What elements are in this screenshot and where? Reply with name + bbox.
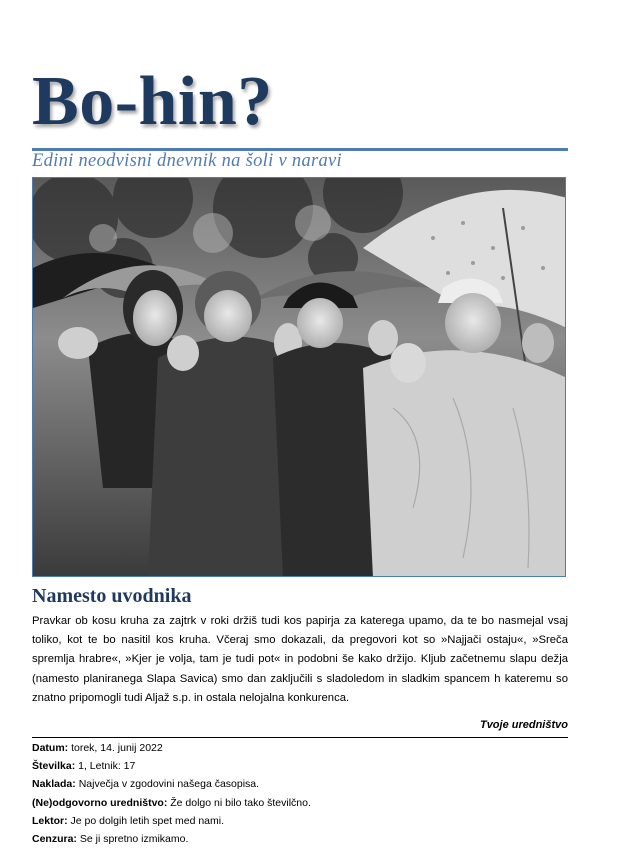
colophon-divider (32, 737, 568, 738)
colophon (32, 739, 311, 848)
colophon-row-circulation: Naklada: Največja v zgodovini našega časopisa. (32, 778, 260, 791)
colophon-row-date: Datum: torek, 14. junij 2022 (32, 742, 163, 754)
colophon-row-censorship: Cenzura: Se ji spretno izmikamo. (32, 833, 189, 846)
colophon-row-issue: Številka: 1, Letnik: 17 (32, 760, 136, 773)
colophon-row-proofreader: Lektor: Je po dolgih letih spet med nami. (32, 814, 225, 827)
colophon-row-editorial: (Ne)odgovorno uredništvo: Že dolgo ni bilo tako številčno. (32, 796, 311, 809)
newspaper-tagline: Edini neodvisni dnevnik na šoli v naravi (32, 151, 342, 171)
article-heading: Namesto uvodnika (32, 585, 192, 607)
article-signature: Tvoje uredništvo (479, 719, 568, 731)
newspaper-title: Bo-hin? (32, 63, 273, 140)
group-photo (32, 177, 566, 577)
article-body: Pravkar ob kosu kruha za zajtrk v roki držiš tudi kos papirja za katerega upamo, da te bo nasmejal vsaj toliko, kot te bo nasitil kos kruha. Včeraj smo dokazali, da pregovori kot so »Najjači ostaju«, »Sreča spremlja hrabre«, »Kjer je volja, tam je tudi pot« in podobni še kako držijo. Kljub začetnemu slapu dežja (namesto planiranega Slapa Savica) smo dan zaključili s sladoledom in sladkim spancem h kateremu so znatno pripomogli tudi Aljaž s.p. in ostala nelojalna konkurenca. (32, 615, 568, 704)
